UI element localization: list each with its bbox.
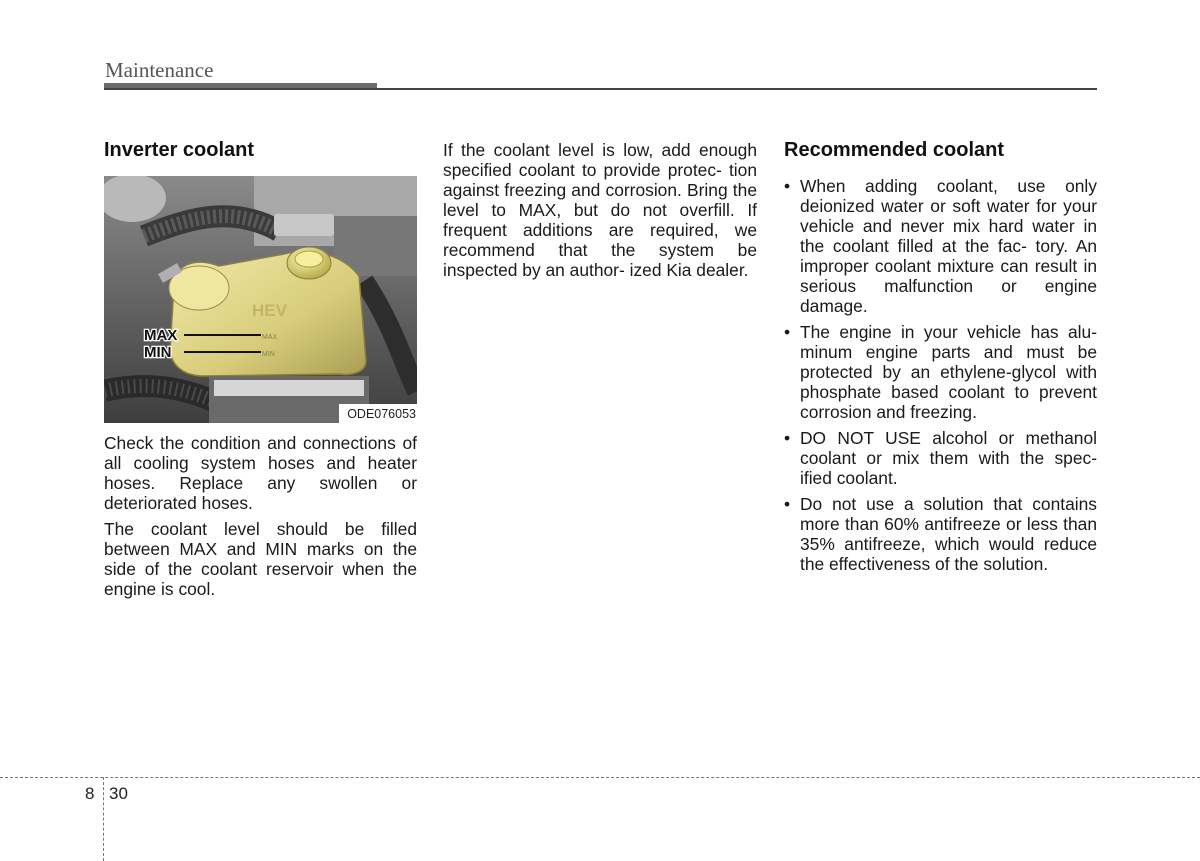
tank-max-mark: MAX [262, 334, 278, 341]
figure-code: ODE076053 [339, 404, 417, 423]
list-item [784, 494, 1097, 574]
footer-page-divider [103, 777, 104, 861]
paragraph: The coolant level should be filled between MAX and MIN marks on the side of the coolant reservoir when the engine is cool. [104, 519, 417, 599]
bullet-icon: • [784, 322, 791, 342]
list-item [784, 428, 1097, 488]
heading-inverter-coolant: Inverter coolant [104, 139, 255, 161]
min-label: MIN [144, 344, 172, 361]
bullet-icon: • [784, 428, 791, 448]
list-item-text: When adding coolant, use only deionized water or soft water for your vehicle and never mix hard water in the coolant filled at the fac- tory. An improper coolant mixture can result in serious malfunction or engine damage. [800, 176, 1097, 316]
bullet-icon: • [784, 176, 791, 196]
coolant-reservoir-photo [104, 176, 417, 423]
footer-divider [0, 777, 1200, 778]
max-label: MAX [144, 327, 178, 344]
list-item-text: The engine in your vehicle has alu- minum engine parts and must be protected by an ethylene-glycol with phosphate based coolant to prevent corrosion and freezing. [800, 322, 1097, 422]
paragraph: Check the condition and connections of all cooling system hoses and heater hoses. Replace any swollen or deteriorated hoses. [104, 433, 417, 513]
list-item [784, 176, 1097, 316]
heading-recommended-coolant: Recommended coolant [784, 139, 1005, 161]
page-number: 30 [109, 784, 128, 803]
column-left [104, 138, 417, 605]
bullet-icon: • [784, 494, 791, 514]
header-rule [104, 88, 1097, 90]
tank-embossed-label: HEV [252, 301, 287, 320]
engine-bay-illustration [104, 176, 417, 423]
column-middle [443, 140, 757, 286]
list-item-text: DO NOT USE alcohol or methanol coolant or mix them with the spec- ified coolant. [800, 428, 1097, 488]
section-title: Maintenance [105, 58, 214, 82]
column-right [784, 138, 1097, 580]
tank-min-mark: MIN [262, 351, 275, 358]
list-item [784, 322, 1097, 422]
paragraph: If the coolant level is low, add enough specified coolant to provide protec- tion against freezing and corrosion. Bring the level to MAX, but do not overfill. If frequent additions are required, we recommend that the system be inspected by an author- ized Kia dealer. [443, 140, 757, 280]
coolant-bullet-list [784, 176, 1097, 574]
list-item-text: Do not use a solution that contains more than 60% antifreeze or less than 35% antifreeze, which would reduce the effectiveness of the solution. [800, 494, 1097, 574]
chapter-number: 8 [85, 784, 95, 803]
